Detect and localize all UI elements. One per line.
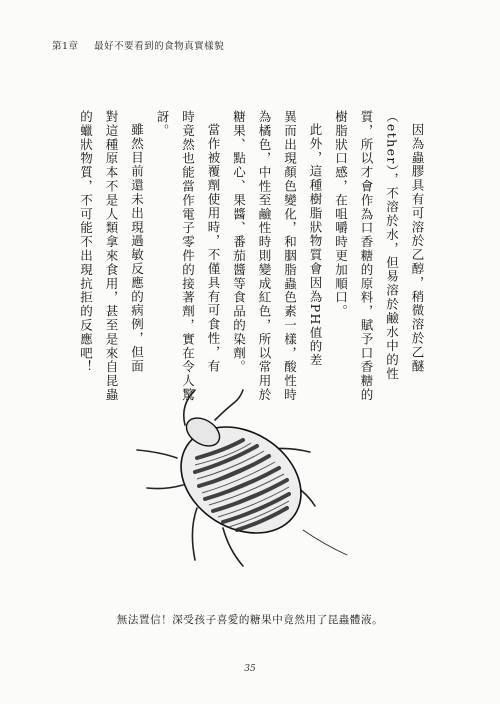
running-header xyxy=(52,38,224,52)
text-line: 當作被覆劑使用時，不僅具有可食性，有 xyxy=(206,123,221,374)
text-line: 的蠟狀物質，不可能不出現抗拒的反應吧！ xyxy=(78,110,94,375)
text-line: （ether），不溶於水，但易溶於鹼水中的性 xyxy=(384,110,400,381)
figure-caption: 無法置信！深受孩子喜愛的糖果中竟然用了昆蟲體液。 xyxy=(116,614,384,626)
page-number: 35 xyxy=(244,664,256,674)
text-line: 為橘色，中性至鹼性時則變成紅色，所以常用於 xyxy=(257,110,272,402)
insect-illustration xyxy=(125,380,365,580)
chapter-title: 最好不要看到的食物真實樣貌 xyxy=(94,41,225,52)
text-line: 因為蟲膠具有可溶於乙醇，稍微溶於乙醚 xyxy=(410,123,425,374)
text-line: 異而出現顏色變化，和胭脂蟲色素一樣，酸性時 xyxy=(282,110,298,402)
chapter-label: 第1章 xyxy=(52,41,79,52)
text-line: 雖然目前還未出現過敏反應的病例，但面 xyxy=(129,123,145,374)
text-line: 對這種原本不是人類拿來食用，甚至是來自昆蟲 xyxy=(104,110,119,402)
text-line: 質，所以才會作為口香糖的原料，賦予口香糖的 xyxy=(359,110,374,402)
vertical-body-text xyxy=(73,110,430,410)
text-line: 此外，這種樹脂狀物質會因為PH值的差 xyxy=(308,123,323,368)
text-line: 訝。 xyxy=(155,110,170,138)
text-line: 糖果、點心、果醬、番茄醬等食品的染劑。 xyxy=(231,110,247,375)
text-line: 樹脂狀口感，在咀嚼時更加順口。 xyxy=(333,110,349,319)
text-line: 時竟然也能當作電子零件的接著劑，實在令人驚 xyxy=(180,110,196,402)
